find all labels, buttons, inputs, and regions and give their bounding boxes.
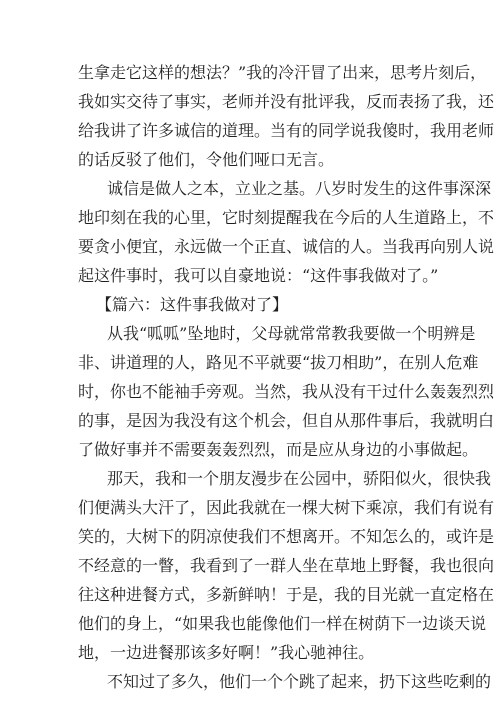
paragraph-start-line: 那天，我和一个朋友漫步在公园中，骄阳似火，很快我 [107,469,492,488]
text-line: 要贪小便宜，永远做一个正直、诚信的人。当我再向别人说 [78,237,495,256]
text-line: 不经意的一瞥，我看到了一群人坐在草地上野餐，我也很向 [78,556,495,575]
text-line: 的事，是因为我没有这个机会，但自从那件事后，我就明白 [78,411,495,430]
text-line: 地，一边进餐那该多好啊！”我心驰神往。 [78,643,375,662]
text-line: 起这件事时，我可以自豪地说：“这件事我做对了。” [78,266,439,285]
text-line: 们便满头大汗了，因此我就在一棵大树下乘凉，我们有说有 [78,498,495,517]
text-line: 的话反驳了他们，令他们哑口无言。 [78,150,335,169]
text-line: 非、讲道理的人，路见不平就要“拔刀相助”，在别人危难 [78,353,479,372]
text-line: 我如实交待了事实，老师并没有批评我，反而表扬了我，还 [78,92,495,111]
text-line: 了做好事并不需要轰轰烈烈，而是应从身边的小事做起。 [78,440,479,459]
text-line: 他们的身上，“如果我也能像他们一样在树荫下一边谈天说 [78,614,487,633]
paragraph-start-line: 不知过了多久，他们一个个跳了起来，扔下这些吃剩的 [107,672,492,691]
text-line: 时，你也不能袖手旁观。当然，我从没有干过什么轰轰烈烈 [78,382,495,401]
text-line: 往这种进餐方式，多新鲜呐！于是，我的目光就一直定格在 [78,585,495,604]
text-line: 笑的，大树下的阴凉使我们不想离开。不知怎么的，或许是 [78,527,495,546]
text-line: 生拿走它这样的想法？”我的冷汗冒了出来，思考片刻后， [78,63,487,82]
text-line: 给我讲了许多诚信的道理。当有的同学说我傻时，我用老师 [78,121,495,140]
paragraph-start-line: 从我“呱呱”坠地时，父母就常常教我要做一个明辨是 [107,324,476,343]
paragraph-start-line: 诚信是做人之本，立业之基。八岁时发生的这件事深深 [107,179,492,198]
section-heading: 【篇六：这件事我做对了】 [96,295,289,314]
text-line: 地印刻在我的心里，它时刻提醒我在今后的人生道路上，不 [78,208,495,227]
